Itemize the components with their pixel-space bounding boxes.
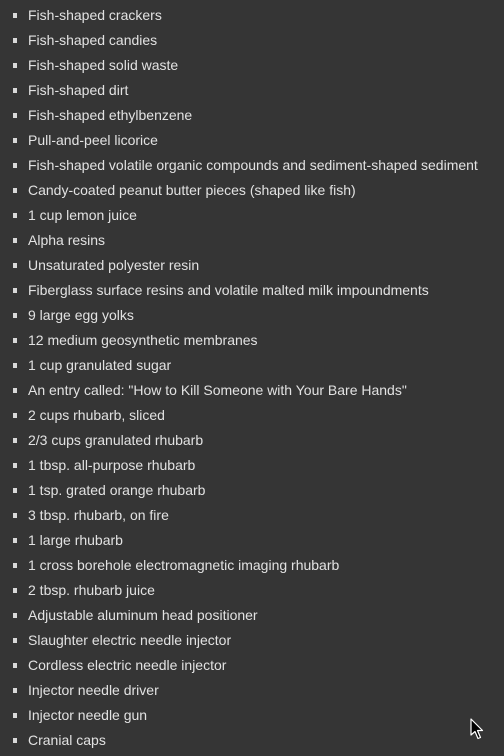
mouse-pointer-icon xyxy=(470,718,484,740)
list-item xyxy=(0,128,504,153)
list-item xyxy=(0,578,504,603)
list-item-text: Alpha resins xyxy=(28,232,106,248)
square-bullet-icon xyxy=(13,463,17,468)
list-item xyxy=(0,278,504,303)
square-bullet-icon xyxy=(13,188,17,193)
list-item-text: 1 cup lemon juice xyxy=(28,207,137,223)
list-item xyxy=(0,678,504,703)
list-item xyxy=(0,53,504,78)
list-item-text: Fiberglass surface resins and volatile malted milk impoundments xyxy=(28,282,429,298)
list-item-text: Fish-shaped volatile organic compounds and sediment-shaped sediment xyxy=(28,157,478,173)
square-bullet-icon xyxy=(13,513,17,518)
square-bullet-icon xyxy=(13,363,17,368)
square-bullet-icon xyxy=(13,388,17,393)
list-item-text: 1 cup granulated sugar xyxy=(28,357,172,373)
square-bullet-icon xyxy=(13,113,17,118)
list-item-text: 1 tsp. grated orange rhubarb xyxy=(28,482,206,498)
list-item xyxy=(0,78,504,103)
square-bullet-icon xyxy=(13,13,17,18)
list-item-text: Fish-shaped crackers xyxy=(28,7,162,23)
list-item xyxy=(0,28,504,53)
square-bullet-icon xyxy=(13,613,17,618)
list-item xyxy=(0,328,504,353)
list-item-text: Candy-coated peanut butter pieces (shaped like fish) xyxy=(28,182,356,198)
list-item xyxy=(0,478,504,503)
square-bullet-icon xyxy=(13,238,17,243)
square-bullet-icon xyxy=(13,713,17,718)
square-bullet-icon xyxy=(13,313,17,318)
square-bullet-icon xyxy=(13,213,17,218)
list-item xyxy=(0,553,504,578)
square-bullet-icon xyxy=(13,338,17,343)
square-bullet-icon xyxy=(13,288,17,293)
square-bullet-icon xyxy=(13,38,17,43)
list-item xyxy=(0,603,504,628)
list-item xyxy=(0,303,504,328)
square-bullet-icon xyxy=(13,263,17,268)
list-item xyxy=(0,403,504,428)
list-item-text: 1 tbsp. all-purpose rhubarb xyxy=(28,457,196,473)
square-bullet-icon xyxy=(13,488,17,493)
list-item-text: 1 large rhubarb xyxy=(28,532,123,548)
list-item xyxy=(0,428,504,453)
list-item-text: 9 large egg yolks xyxy=(28,307,134,323)
list-item-text: Fish-shaped dirt xyxy=(28,82,129,98)
list-item-text: Fish-shaped ethylbenzene xyxy=(28,107,193,123)
square-bullet-icon xyxy=(13,638,17,643)
square-bullet-icon xyxy=(13,663,17,668)
ingredient-list xyxy=(0,3,504,753)
list-item xyxy=(0,703,504,728)
list-item xyxy=(0,653,504,678)
square-bullet-icon xyxy=(13,563,17,568)
list-item-text: Injector needle gun xyxy=(28,707,148,723)
square-bullet-icon xyxy=(13,688,17,693)
list-item xyxy=(0,153,504,178)
list-item xyxy=(0,103,504,128)
list-item-text: Cordless electric needle injector xyxy=(28,657,227,673)
list-item xyxy=(0,528,504,553)
list-item xyxy=(0,503,504,528)
list-item xyxy=(0,378,504,403)
square-bullet-icon xyxy=(13,413,17,418)
square-bullet-icon xyxy=(13,88,17,93)
square-bullet-icon xyxy=(13,538,17,543)
list-item-text: 2 tbsp. rhubarb juice xyxy=(28,582,155,598)
square-bullet-icon xyxy=(13,438,17,443)
square-bullet-icon xyxy=(13,63,17,68)
list-item-text: 3 tbsp. rhubarb, on fire xyxy=(28,507,169,523)
square-bullet-icon xyxy=(13,138,17,143)
list-item-text: Cranial caps xyxy=(28,732,106,748)
square-bullet-icon xyxy=(13,163,17,168)
list-item-text: 1 cross borehole electromagnetic imaging rhubarb xyxy=(28,557,340,573)
list-item-text: 2 cups rhubarb, sliced xyxy=(28,407,165,423)
list-item-text: 2/3 cups granulated rhubarb xyxy=(28,432,204,448)
list-item xyxy=(0,203,504,228)
list-item xyxy=(0,453,504,478)
square-bullet-icon xyxy=(13,738,17,743)
list-item-text: Pull-and-peel licorice xyxy=(28,132,158,148)
list-item-text: Slaughter electric needle injector xyxy=(28,632,232,648)
list-item xyxy=(0,628,504,653)
list-item xyxy=(0,228,504,253)
list-item xyxy=(0,3,504,28)
list-item-text: Adjustable aluminum head positioner xyxy=(28,607,258,623)
square-bullet-icon xyxy=(13,588,17,593)
list-item xyxy=(0,353,504,378)
list-item-text: Fish-shaped solid waste xyxy=(28,57,179,73)
list-item xyxy=(0,728,504,753)
list-item-text: 12 medium geosynthetic membranes xyxy=(28,332,258,348)
list-item-text: An entry called: "How to Kill Someone with Your Bare Hands" xyxy=(28,382,407,398)
list-item-text: Fish-shaped candies xyxy=(28,32,158,48)
list-item-text: Unsaturated polyester resin xyxy=(28,257,200,273)
list-item xyxy=(0,178,504,203)
list-item-text: Injector needle driver xyxy=(28,682,159,698)
list-item xyxy=(0,253,504,278)
